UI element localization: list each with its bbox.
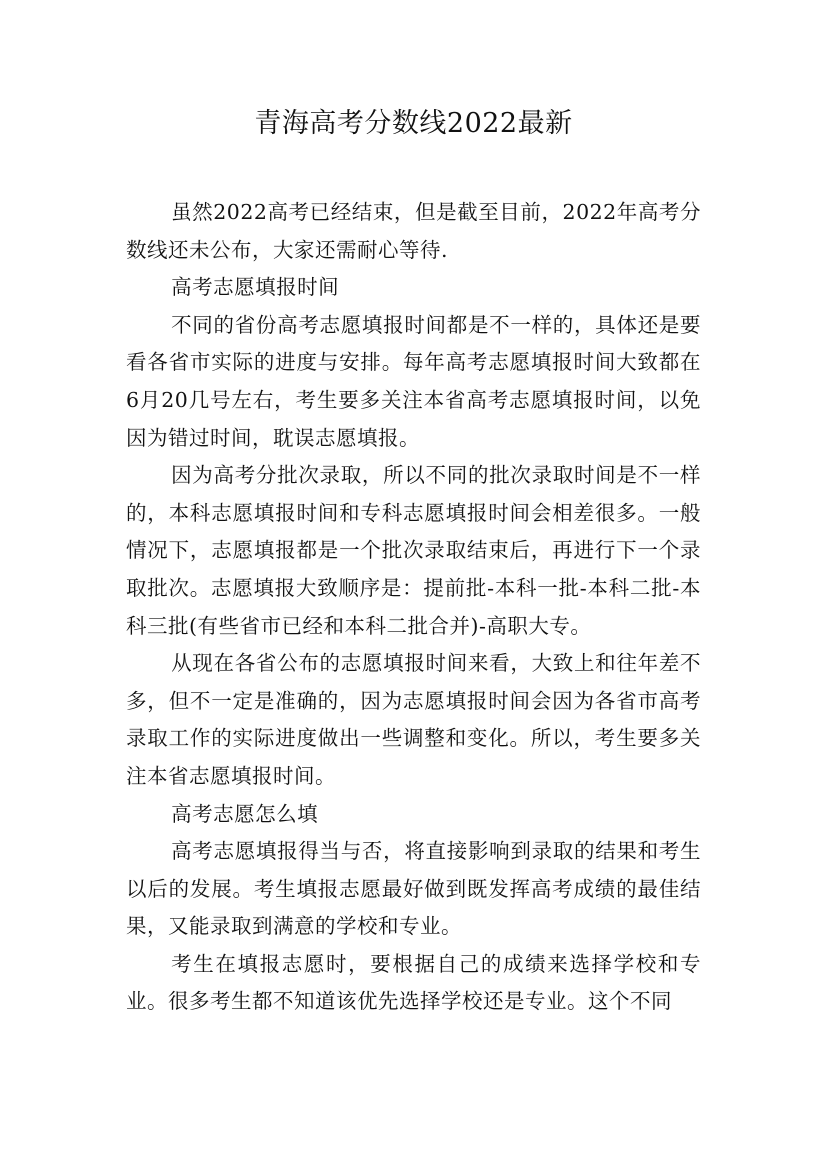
section-heading-application-time: 高考志愿填报时间	[171, 275, 340, 300]
document-body	[126, 194, 701, 1021]
section-heading-how-to-fill: 高考志愿怎么填	[171, 801, 319, 826]
paragraph-school-or-major: 考生在填报志愿时，要根据自己的成绩来选择学校和专业。很多考生都不知道该优先选择学校还是专业。这个不同	[126, 951, 701, 1014]
paragraph-batch-admission: 因为高考分批次录取，所以不同的批次录取时间是不一样的，本科志愿填报时间和专科志愿填报时间会相差很多。一般情况下，志愿填报都是一个批次录取结束后，再进行下一个录取批次。志愿填报大致顺序是：提前批-本科一批-本科二批-本科三批(有些省市已经和本科二批合并)-高职大专。	[126, 463, 701, 638]
paragraph-intro: 虽然2022高考已经结束，但是截至目前，2022年高考分数线还未公布，大家还需耐心等待.	[126, 200, 701, 262]
document-title: 青海高考分数线2022最新	[254, 108, 573, 139]
paragraph-province-timing: 不同的省份高考志愿填报时间都是不一样的，具体还是要看各省市实际的进度与安排。每年高考志愿填报时间大致都在6月20几号左右，考生要多关注本省高考志愿填报时间，以免因为错过时间，耽误志愿填报。	[126, 312, 701, 450]
paragraph-published-times: 从现在各省公布的志愿填报时间来看，大致上和往年差不多，但不一定是准确的，因为志愿填报时间会因为各省市高考录取工作的实际进度做出一些调整和变化。所以，考生要多关注本省志愿填报时间。	[126, 651, 701, 788]
paragraph-importance: 高考志愿填报得当与否，将直接影响到录取的结果和考生以后的发展。考生填报志愿最好做到既发挥高考成绩的最佳结果，又能录取到满意的学校和专业。	[126, 839, 701, 939]
